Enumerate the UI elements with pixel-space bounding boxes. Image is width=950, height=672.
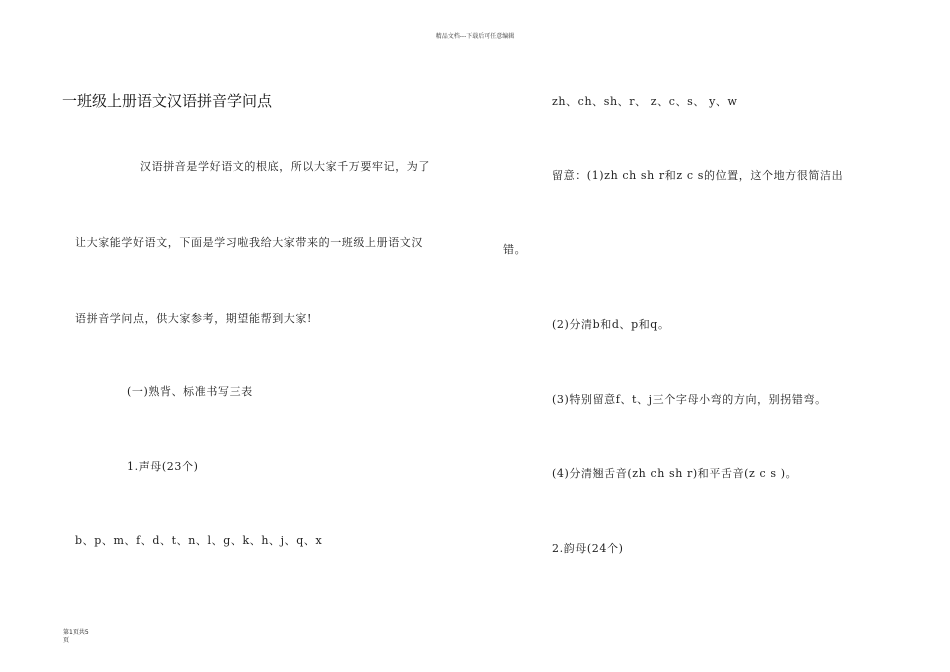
note-line-1-continued: 错。	[503, 243, 527, 256]
note-line-4: (4)分清翘舌音(zh ch sh r)和平舌音(z c s )。	[552, 467, 798, 480]
subsection-heading-1: 1.声母(23个)	[127, 460, 199, 473]
subsection-heading-2: 2.韵母(24个)	[552, 542, 624, 555]
note-line-3: (3)特别留意f、t、j三个字母小弯的方向，别拐错弯。	[552, 393, 827, 406]
paragraph-line-2: 让大家能学好语文，下面是学习啦我给大家带来的一班级上册语文汉	[75, 236, 423, 249]
initials-list-line-1: b、p、m、f、d、t、n、l、g、k、h、j、q、x	[75, 534, 323, 547]
paragraph-line-1: 汉语拼音是学好语文的根底，所以大家千万要牢记，为了	[140, 160, 430, 173]
note-line-2: (2)分清b和d、p和q。	[552, 318, 670, 331]
note-line-1: 留意：(1)zh ch sh r和z c s的位置，这个地方很简洁出	[552, 169, 844, 182]
section-heading-1: (一)熟背、标准书写三表	[127, 385, 253, 398]
initials-list-line-2: zh、ch、sh、r、 z、c、s、 y、w	[552, 95, 738, 108]
page-title: 一班级上册语文汉语拼音学问点	[62, 92, 273, 110]
paragraph-line-3: 语拼音学问点，供大家参考，期望能帮到大家!	[75, 312, 313, 325]
page-number-line-1: 第1页共5	[63, 629, 89, 636]
page-number	[63, 629, 89, 645]
page-number-line-2: 页	[63, 637, 70, 644]
header-note: 精品文档---下载后可任意编辑	[435, 33, 515, 40]
